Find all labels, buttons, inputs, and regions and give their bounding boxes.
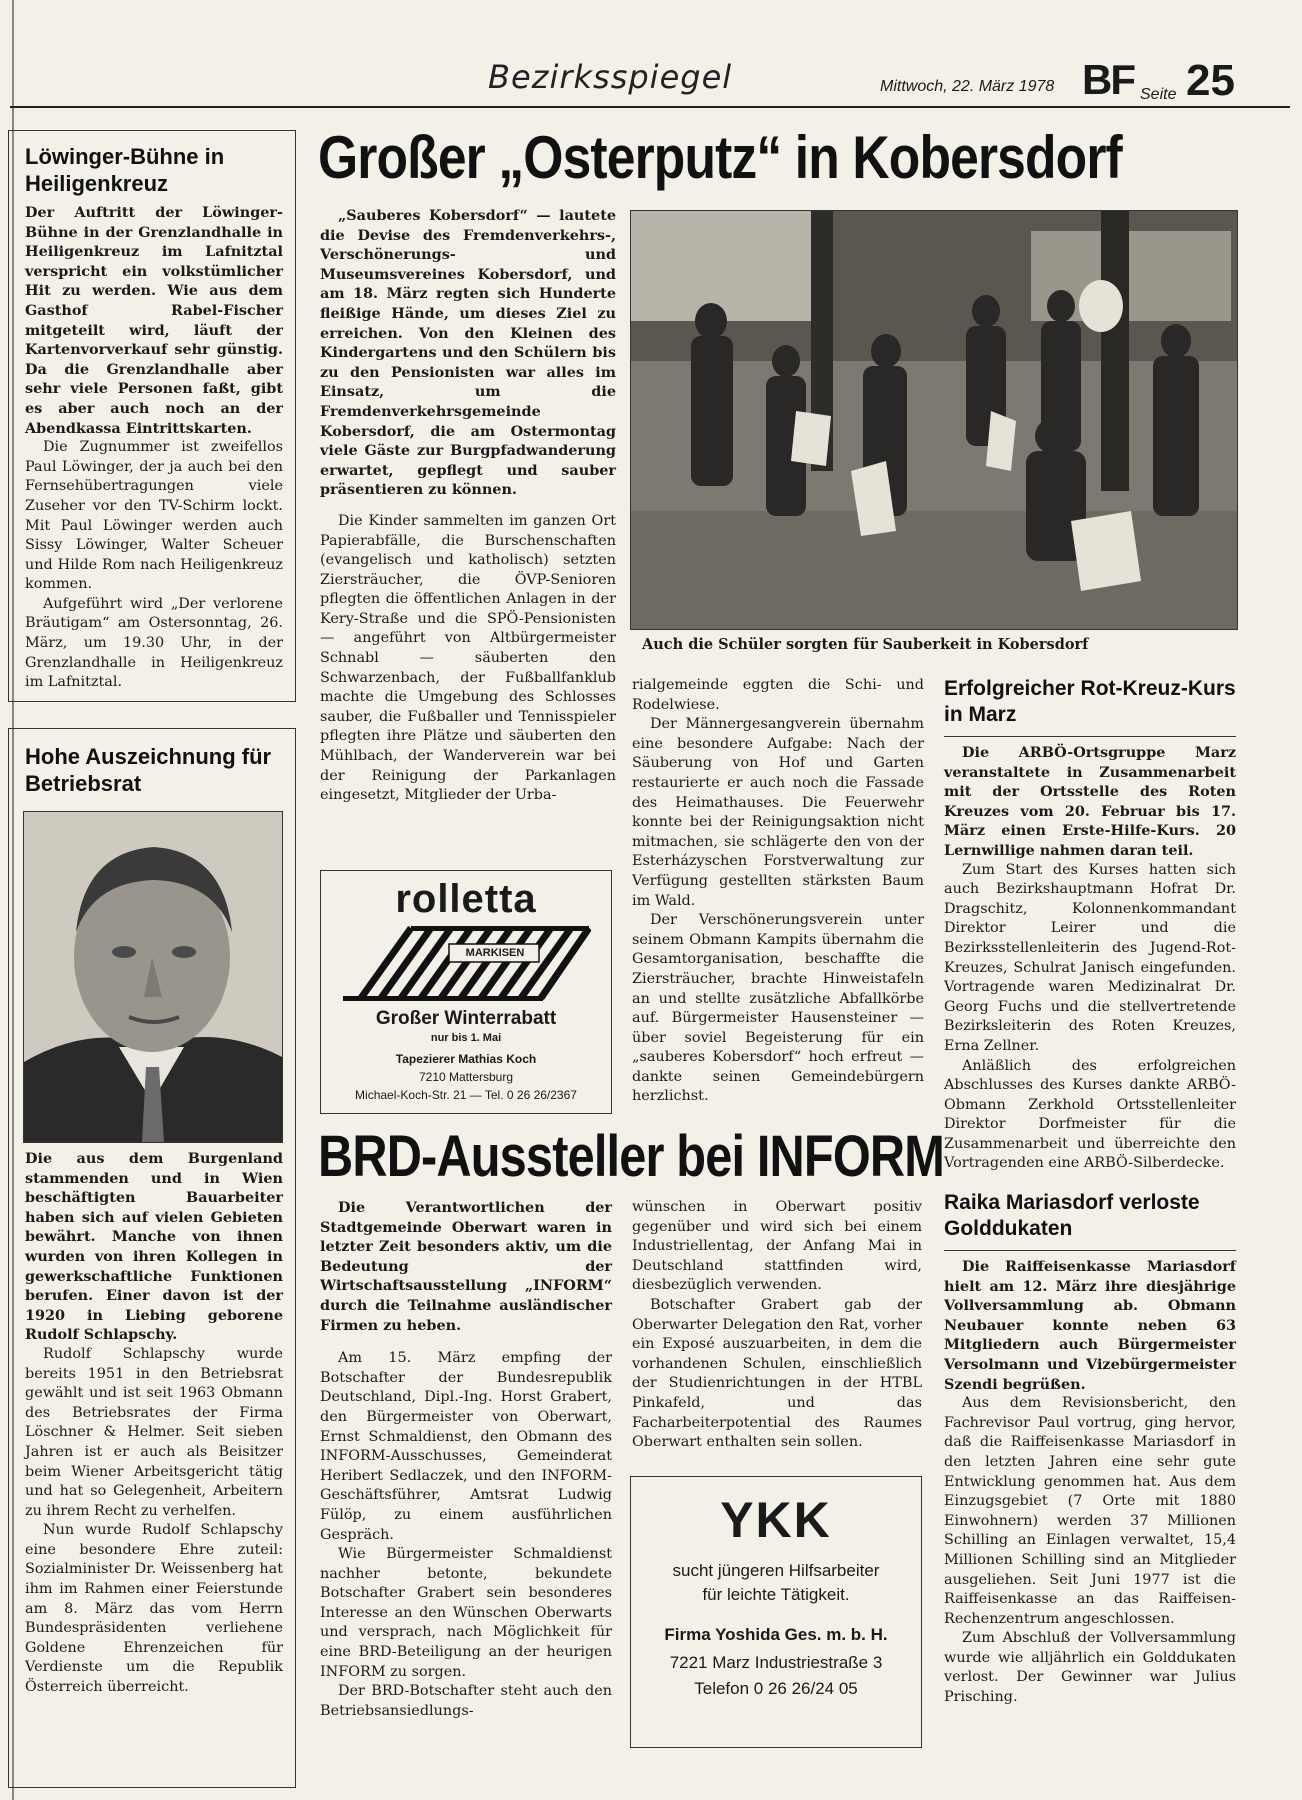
article-paragraph: Zum Start des Kurses hatten sich auch Bezirkshauptmann Hofrat Dr. Dragschitz, Kolonnenkommandant Direktor Leirer und die Bezirksstellenleiterin des Jugend-Rot-Kreuzes, Schulrat Janisch eingefunden. Vortragende waren Medizinalrat Dr. Georg Fuchs und die stellvertretende Bezirksleiterin des Roten Kreuzes, Erna Zellner.	[944, 861, 1236, 1054]
article-rotkreuz	[944, 676, 1236, 1174]
ad-brand: rolletta	[395, 877, 537, 921]
title-rule	[944, 736, 1236, 737]
osterputz-column-1	[320, 206, 616, 806]
ad-markisen: MARKISEN	[465, 947, 525, 959]
article-auszeichnung	[8, 728, 296, 1788]
article-loewinger	[8, 130, 296, 702]
portrait-image	[24, 812, 282, 1142]
article-paragraph: Der BRD-Botschafter steht auch den Betriebsansiedlungs-	[320, 1683, 612, 1719]
article-paragraph: Zum Abschluß der Vollversammlung wurde wie alljährlich ein Golddukaten verlost. Der Gewinner war Julius Prisching.	[944, 1630, 1236, 1706]
article-paragraph: Rudolf Schlapschy wurde bereits 1951 in den Betriebsrat gewählt und ist seit 1963 Obmann des Betriebsrates der Firma Löschner & Helmer. Seit sieben Jahren ist er auch als Beisitzer beim Wiener Arbeitsgericht tätig und hat so Gelegenheit, Arbeitern zu ihrem Recht zu verhelfen.	[25, 1345, 283, 1519]
ad-offer: Großer Winterrabatt	[375, 1008, 557, 1029]
article-paragraph: Wie Bürgermeister Schmaldienst nachher betonte, bekundete Botschafter Grabert sein besonderes Interesse an den Wünschen Oberwarts und versprach, nach Möglichkeit für eine BRD-Beteiligung an der heurigen INFORM zu sorgen.	[320, 1546, 612, 1680]
awning-icon	[341, 924, 591, 1002]
article-lead: Die ARBÖ-Ortsgruppe Marz veranstaltete in Zusammenarbeit mit der Ortsstelle des Roten Kreuzes vom 20. Februar bis 17. März einen Erste-Hilfe-Kurs. 20 Lernwillige nahmen daran teil.	[944, 744, 1236, 859]
issue-date: Mittwoch, 22. März 1978	[880, 78, 1055, 95]
article-title: Erfolgreicher Rot-Kreuz-Kurs in Marz	[944, 677, 1236, 726]
article-lead: Die Verantwortlichen der Stadtgemeinde Oberwart waren in letzter Zeit besonders aktiv, um die Bedeutung der Wirtschaftsausstellung „INFORM“ durch die Teilnahme ausländischer Firmen zu heben.	[320, 1199, 612, 1334]
headline-inform: BRD-Aussteller bei INFORM	[318, 1124, 944, 1189]
page-number: 25	[1186, 56, 1235, 105]
article-title: Löwinger-Bühne in Heiligenkreuz	[25, 144, 225, 196]
newspaper-logo: BF	[1082, 56, 1134, 103]
ad-rolletta	[320, 870, 612, 1114]
section-title: Bezirksspiegel	[488, 58, 733, 96]
article-paragraph: Nun wurde Rudolf Schlapschy eine besondere Ehre zuteil: Sozialminister Dr. Weissenberg hat ihm im Rahmen einer Feierstunde am 8. März das vom Herrn Bundespräsidenten verliehene Goldene Ehrenzeichen für Verdienste um die Republik Österreich überreicht.	[25, 1522, 283, 1696]
page-label: Seite	[1140, 86, 1177, 103]
article-paragraph: Die Kinder sammelten im ganzen Ort Papierabfälle, die Burschenschaften (evangelisch und katholisch) setzten Ziersträucher, die ÖVP-Senioren pflegten die öffentlichen Anlagen in der Kery-Straße und die SPÖ-Pensionisten — angeführt von Altbürgermeister Schnabl — säuberten den Schwarzenbach, der Fußballfanklub machte die Umgebung des Schlosses sauber, die Fußballer und Tennisspieler pflegten ihre Plätze und säuberten den Mühlbach, der Wanderverein war bei der Reinigung der Parkanlagen eingesetzt, Mitglieder der Urba-	[320, 512, 616, 804]
article-lead: Der Auftritt der Löwinger-Bühne in der Grenzlandhalle in Heiligenkreuz im Lafnitztal verspricht ein volkstümlicher Hit zu werden. Wie aus dem Gasthof Rabel-Fischer mitgeteilt wird, läuft der Kartenvorverkauf sehr günstig. Da die Grenzlandhalle aber sehr viele Personen faßt, gibt es aber auch noch an der Abendkassa Eintrittskarten.	[25, 204, 283, 437]
article-lead: Die Raiffeisenkasse Mariasdorf hielt am 12. März ihre diesjährige Vollversammlung ab. Obmann Neubauer konnte neben 63 Mitgliedern auch Bürgermeister Versolmann und Vizebürgermeister Szendi begrüßen.	[944, 1258, 1236, 1393]
awning-logo	[341, 924, 591, 1002]
page-header	[0, 0, 1302, 108]
inform-column-2	[632, 1198, 922, 1453]
ad-until: nur bis 1. Mai	[430, 1032, 502, 1044]
article-paragraph: rialgemeinde eggten die Schi- und Rodelwiese.	[632, 677, 924, 713]
article-lead: „Sauberes Kobersdorf“ — lautete die Devise des Fremdenverkehrs-, Verschönerungs- und Museumsvereines Kobersdorf, und am 18. März regten sich Hunderte fleißige Hände, um dieses Ziel zu erreichen. Von den Kleinen des Kindergartens und den Schülern bis zu den Pensionisten war alles im Einsatz, um die Fremdenverkehrsgemeinde Kobersdorf, die am Ostermontag viele Gäste zur Burgpfadwanderung erwartet, gepflegt und sauber präsentieren zu können.	[320, 207, 616, 499]
title-rule	[944, 1250, 1236, 1251]
ad-line-1: sucht jüngeren Hilfsarbeiter	[672, 1561, 880, 1580]
ad-company: Firma Yoshida Ges. m. b. H.	[664, 1625, 888, 1644]
article-paragraph: Die Zugnummer ist zweifellos Paul Löwinger, der ja auch bei den Fernsehübertragungen viele Zuseher vor den TV-Schirm lockt. Mit Paul Löwinger werden auch Sissy Löwinger, Walter Scheuer und Hilde Rom nach Heiligenkreuz kommen.	[25, 439, 283, 593]
article-title: Raika Mariasdorf verloste Golddukaten	[944, 1191, 1200, 1240]
article-paragraph: wünschen in Oberwart positiv gegenüber und wird sich bei einem Industriellentag, der Anfang Mai in Deutschland stattfinden wird, diesbezüglich verwenden.	[632, 1199, 922, 1294]
kobersdorf-image	[631, 211, 1237, 629]
ad-phone: Telefon 0 26 26/24 05	[694, 1679, 858, 1698]
photo-caption: Auch die Schüler sorgten für Sauberkeit in Kobersdorf	[642, 636, 1089, 653]
ad-address: Michael-Koch-Str. 21 — Tel. 0 26 26/2367	[355, 1088, 577, 1102]
portrait-photo	[23, 811, 283, 1143]
ad-brand: YKK	[720, 1492, 832, 1548]
article-paragraph: Am 15. März empfing der Botschafter der Bundesrepublik Deutschland, Dipl.-Ing. Horst Grabert, den Bürgermeister von Oberwart, Ernst Schmaldienst, den Obmann des INFORM-Ausschusses, Gemeinderat Heribert Sedlaczek, und den INFORM-Geschäftsführer, Amtsrat Ludwig Fülöp, zu einem ausführlichen Gespräch.	[320, 1350, 612, 1543]
header-rule	[10, 106, 1290, 108]
ad-company: Tapezierer Mathias Koch	[395, 1052, 537, 1066]
article-paragraph: Aus dem Revisionsbericht, den Fachrevisor Paul vortrug, ging hervor, daß die Raiffeisenkasse Mariasdorf in den letzten Jahren eine sehr gute Entwicklung genommen hat. Aus dem Einzugsgebiet (7 Orte mit 1880 Einwohnern) werden 37 Millionen Schilling an Einlagen verwaltet, 15,4 Millionen Schilling sind an Mitglieder ausgeliehen. Seit Juni 1977 ist die Raiffeisenkasse an das Raiffeisen-Rechenzentrum angeschlossen.	[944, 1395, 1236, 1627]
inform-column-1	[320, 1198, 612, 1721]
ad-ykk	[630, 1476, 922, 1748]
article-raika	[944, 1190, 1236, 1708]
osterputz-column-2	[632, 676, 924, 1107]
ad-line-2: für leichte Tätigkeit.	[702, 1585, 850, 1604]
article-title: Hohe Auszeichnung für Betriebsrat	[25, 744, 272, 796]
ad-city: 7210 Mattersburg	[418, 1070, 514, 1084]
kobersdorf-photo	[630, 210, 1238, 630]
ad-address: 7221 Marz Industriestraße 3	[669, 1653, 883, 1672]
article-lead: Die aus dem Burgenland stammenden und in Wien beschäftigten Bauarbeiter haben sich auf vielen Gebieten bewährt. Manche von ihnen wurden von ihren Kollegen in gewerkschaftliche Funktionen berufen. Einer davon ist der 1920 in Liebing geborene Rudolf Schlapschy.	[25, 1150, 283, 1344]
article-paragraph: Der Verschönerungsverein unter seinem Obmann Kampits übernahm die Gesamtorganisation, beschaffte die Ziersträucher, brachte Hinweistafeln an und stellte zusätzliche Abfallkörbe auf. Bürgermeister Hausensteiner — über soviel Begeisterung für ein „sauberes Kobersdorf“ hoch erfreut — dankte seinen Gemeindebürgern herzlichst.	[632, 912, 924, 1105]
article-paragraph: Aufgeführt wird „Der verlorene Bräutigam“ am Ostersonntag, 26. März, um 19.30 Uhr, in der Grenzlandhalle in Heiligenkreuz im Lafnitztal.	[25, 595, 283, 691]
headline-osterputz: Großer „Osterputz“ in Kobersdorf	[318, 124, 1122, 191]
article-paragraph: Anläßlich des erfolgreichen Abschlusses des Kurses dankte ARBÖ-Obmann Zerkhold Ortsstellenleiter Direktor Dorfmeister für die Zusammenarbeit und überreichte den Vortragenden eine ARBÖ-Silberdecke.	[944, 1057, 1236, 1172]
article-paragraph: Der Männergesangverein übernahm eine besondere Aufgabe: Nach der Säuberung von Hof und Garten restaurierte er auch noch die Fassade des Heimathauses. Die Feuerwehr konnte bei der Reinigungsaktion nicht mitmachen, sie schlägerte den von der Esterházyschen Forstverwaltung zur Verfügung gestellten stärksten Baum im Wald.	[632, 716, 924, 909]
article-paragraph: Botschafter Grabert gab der Oberwarter Delegation den Rat, vorher ein Exposé auszuarbeiten, in dem die vorhandenen Schulen, einschließlich der Studienrichtungen in der HTBL Pinkafeld, und das Facharbeiterpotential des Raumes Oberwart enthalten sein sollen.	[632, 1296, 922, 1451]
